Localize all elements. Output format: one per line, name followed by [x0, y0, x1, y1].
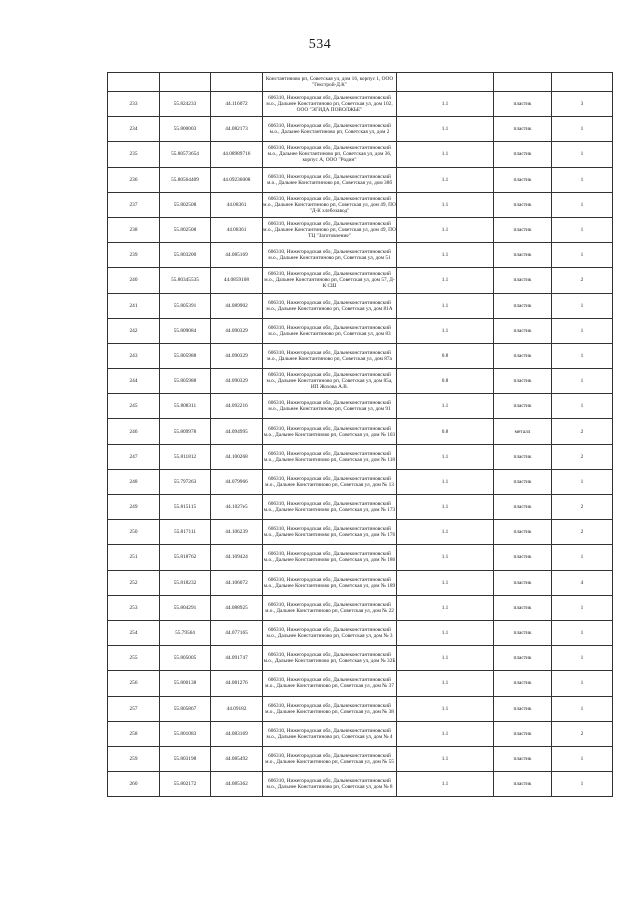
cell-volume: 1.1	[397, 646, 494, 671]
cell-latitude: 55.800003	[160, 117, 211, 142]
cell-volume: 1.1	[397, 620, 494, 645]
table-row	[108, 192, 613, 217]
cell-longitude: 44.08361	[211, 192, 263, 217]
cell-latitude: 55.805988	[160, 369, 211, 394]
cell-volume: 0.8	[397, 343, 494, 368]
cell-address: 606310, Нижегородская обл, Дальнеконстантиновский м.о., Дальнее Константиново рп, Советская ул, дом 102, ООО "ЭГИДА ПОВОЛЖЬЕ"	[263, 92, 397, 117]
cell-count: 1	[552, 293, 613, 318]
cell-latitude: 55.800138	[160, 671, 211, 696]
cell-number: 244	[108, 369, 160, 394]
table-row	[108, 696, 613, 721]
table-row	[108, 721, 613, 746]
cell-volume: 1.1	[397, 595, 494, 620]
cell-volume: 1.1	[397, 469, 494, 494]
cell-latitude: 55.817111	[160, 520, 211, 545]
cell-volume: 1.1	[397, 142, 494, 167]
table-row	[108, 646, 613, 671]
cell-count: 1	[552, 394, 613, 419]
cell-number	[108, 73, 160, 92]
cell-material	[494, 73, 552, 92]
cell-volume: 1.1	[397, 92, 494, 117]
cell-volume: 1.1	[397, 167, 494, 192]
table-row	[108, 217, 613, 242]
cell-latitude: 55.809978	[160, 419, 211, 444]
cell-volume: 1.1	[397, 671, 494, 696]
cell-longitude: 44.085362	[211, 772, 263, 797]
cell-address: 606310, Нижегородская обл, Дальнеконстантиновский м.о., Дальнее Константиново рп, Советская ул, дом № 189	[263, 570, 397, 595]
cell-count: 1	[552, 646, 613, 671]
cell-number: 235	[108, 142, 160, 167]
cell-volume: 1.1	[397, 293, 494, 318]
cell-material: пластик	[494, 343, 552, 368]
cell-count	[552, 73, 613, 92]
cell-longitude: 44.08361	[211, 217, 263, 242]
cell-volume: 1.1	[397, 721, 494, 746]
cell-material: пластик	[494, 746, 552, 771]
cell-volume: 0.8	[397, 369, 494, 394]
table-row	[108, 394, 613, 419]
cell-longitude: 44.090329	[211, 369, 263, 394]
cell-number: 243	[108, 343, 160, 368]
cell-latitude: 55.808311	[160, 394, 211, 419]
cell-longitude: 44.088925	[211, 595, 263, 620]
cell-latitude: 55.805867	[160, 696, 211, 721]
cell-count: 1	[552, 192, 613, 217]
cell-longitude: 44.085492	[211, 746, 263, 771]
cell-material: пластик	[494, 469, 552, 494]
cell-address: Константиново рп, Советская ул, дом 16, корпус 1, ООО "Гекстрой-Д.К"	[263, 73, 397, 92]
cell-material: пластик	[494, 318, 552, 343]
cell-material: пластик	[494, 570, 552, 595]
cell-count: 1	[552, 142, 613, 167]
cell-address: 606310, Нижегородская обл, Дальнеконстантиновский м.о., Дальнее Константиново рп, Советская ул, дом 49, ПО ТЦ "Заготовление"	[263, 217, 397, 242]
cell-address: 606310, Нижегородская обл, Дальнеконстантиновский м.о., Дальнее Константиново рп, Советская ул, дом № 37	[263, 671, 397, 696]
cell-latitude: 55.805988	[160, 343, 211, 368]
cell-count: 1	[552, 620, 613, 645]
cell-longitude: 44.109424	[211, 545, 263, 570]
cell-longitude: 44.083169	[211, 721, 263, 746]
cell-number: 252	[108, 570, 160, 595]
cell-number: 236	[108, 167, 160, 192]
cell-address: 606310, Нижегородская обл, Дальнеконстантиновский м.о., Дальнее Константиново рп, Советская ул, дом № 13	[263, 469, 397, 494]
cell-latitude: 55.804291	[160, 595, 211, 620]
cell-count: 1	[552, 243, 613, 268]
cell-count: 3	[552, 92, 613, 117]
cell-address: 606310, Нижегородская обл, Дальнеконстантиновский м.о., Дальнее Константиново рп, Советская ул, дом № 103	[263, 419, 397, 444]
cell-address: 606310, Нижегородская обл, Дальнеконстантиновский м.о., Дальнее Константиново рп, Советская ул, дом 57, Д-К СШ	[263, 268, 397, 293]
cell-number: 238	[108, 217, 160, 242]
cell-material: пластик	[494, 721, 552, 746]
cell-latitude: 55.802172	[160, 772, 211, 797]
cell-latitude: 55.802508	[160, 217, 211, 242]
cell-count: 1	[552, 696, 613, 721]
cell-longitude: 44.116072	[211, 92, 263, 117]
cell-number: 254	[108, 620, 160, 645]
cell-longitude: 44.09236008	[211, 167, 263, 192]
cell-longitude: 44.089902	[211, 293, 263, 318]
cell-count: 1	[552, 318, 613, 343]
cell-count: 1	[552, 671, 613, 696]
cell-material: пластик	[494, 646, 552, 671]
cell-latitude	[160, 73, 211, 92]
cell-number: 233	[108, 92, 160, 117]
cell-number: 240	[108, 268, 160, 293]
cell-latitude: 55.803200	[160, 243, 211, 268]
cell-latitude: 55.801083	[160, 721, 211, 746]
cell-longitude	[211, 73, 263, 92]
table-row	[108, 772, 613, 797]
cell-volume: 1.1	[397, 696, 494, 721]
cell-longitude: 44.106239	[211, 520, 263, 545]
cell-number: 246	[108, 419, 160, 444]
cell-longitude: 44.106072	[211, 570, 263, 595]
container-site-table	[107, 72, 613, 797]
cell-volume: 1.1	[397, 545, 494, 570]
cell-address: 606310, Нижегородская обл, Дальнеконстантиновский м.о., Дальнее Константиново рп, Советская ул, дом № 173	[263, 495, 397, 520]
cell-number: 251	[108, 545, 160, 570]
cell-count: 2	[552, 268, 613, 293]
cell-material: пластик	[494, 369, 552, 394]
table-row	[108, 620, 613, 645]
cell-volume: 1.1	[397, 444, 494, 469]
cell-latitude: 55.803198	[160, 746, 211, 771]
cell-latitude: 55.811812	[160, 444, 211, 469]
cell-material: пластик	[494, 545, 552, 570]
cell-count: 2	[552, 520, 613, 545]
cell-number: 256	[108, 671, 160, 696]
cell-material: пластик	[494, 293, 552, 318]
cell-address: 606310, Нижегородская обл, Дальнеконстантиновский м.о., Дальнее Константиново рп, Советская ул, дом 49, ПО "Д-К хлебозавод"	[263, 192, 397, 217]
cell-latitude: 55.818232	[160, 570, 211, 595]
page-number: 534	[308, 37, 332, 52]
cell-count: 2	[552, 419, 613, 444]
cell-material: пластик	[494, 495, 552, 520]
cell-material: пластик	[494, 268, 552, 293]
cell-count: 1	[552, 117, 613, 142]
cell-address: 606310, Нижегородская обл, Дальнеконстантиновский м.о., Дальнее Константиново рп, Советская ул, дом № 176	[263, 520, 397, 545]
cell-number: 249	[108, 495, 160, 520]
cell-address: 606310, Нижегородская обл, Дальнеконстантиновский м.о., Дальнее Константиново рп, Советская ул, дом 2	[263, 117, 397, 142]
cell-address: 606310, Нижегородская обл, Дальнеконстантиновский м.о., Дальнее Константиново рп, Советская ул, дом 38б	[263, 167, 397, 192]
cell-number: 237	[108, 192, 160, 217]
table-row	[108, 444, 613, 469]
cell-material: пластик	[494, 167, 552, 192]
cell-count: 2	[552, 444, 613, 469]
cell-number: 234	[108, 117, 160, 142]
cell-longitude: 44.094995	[211, 419, 263, 444]
cell-volume: 1.1	[397, 318, 494, 343]
table-row	[108, 545, 613, 570]
cell-count: 1	[552, 469, 613, 494]
table-row	[108, 520, 613, 545]
cell-material: пластик	[494, 696, 552, 721]
cell-latitude: 55.79564	[160, 620, 211, 645]
table-row	[108, 117, 613, 142]
cell-number: 245	[108, 394, 160, 419]
table-row	[108, 167, 613, 192]
cell-volume: 1.1	[397, 268, 494, 293]
cell-longitude: 44.090329	[211, 318, 263, 343]
table-row	[108, 268, 613, 293]
cell-number: 239	[108, 243, 160, 268]
cell-material: пластик	[494, 520, 552, 545]
cell-material: пластик	[494, 117, 552, 142]
table-row	[108, 746, 613, 771]
table-row	[108, 469, 613, 494]
cell-volume: 0.8	[397, 419, 494, 444]
cell-number: 248	[108, 469, 160, 494]
cell-address: 606310, Нижегородская обл, Дальнеконстантиновский м.о., Дальнее Константиново рп, Советская ул, дом № 118	[263, 444, 397, 469]
table-row	[108, 92, 613, 117]
cell-longitude: 44.085169	[211, 243, 263, 268]
table-row	[108, 595, 613, 620]
cell-number: 241	[108, 293, 160, 318]
cell-number: 253	[108, 595, 160, 620]
table-row	[108, 671, 613, 696]
cell-material: пластик	[494, 444, 552, 469]
cell-volume: 1.1	[397, 495, 494, 520]
cell-number: 242	[108, 318, 160, 343]
cell-number: 259	[108, 746, 160, 771]
cell-volume: 1.1	[397, 520, 494, 545]
cell-material: пластик	[494, 772, 552, 797]
cell-address: 606310, Нижегородская обл, Дальнеконстантиновский м.о., Дальнее Константиново рп, Советская ул, дом 87а	[263, 343, 397, 368]
cell-volume: 1.1	[397, 570, 494, 595]
table-body	[108, 73, 613, 797]
cell-count: 1	[552, 772, 613, 797]
cell-count: 1	[552, 369, 613, 394]
cell-longitude: 44.081276	[211, 671, 263, 696]
cell-material: пластик	[494, 620, 552, 645]
cell-address: 606310, Нижегородская обл, Дальнеконстантиновский м.о., Дальнее Константиново рп, Советская ул, дом № 32Б	[263, 646, 397, 671]
cell-address: 606310, Нижегородская обл, Дальнеконстантиновский м.о., Дальнее Константиново рп, Советская ул, дом 36, корпус А, ООО "Родин"	[263, 142, 397, 167]
cell-count: 1	[552, 217, 613, 242]
cell-longitude: 44.079966	[211, 469, 263, 494]
cell-number: 257	[108, 696, 160, 721]
cell-number: 255	[108, 646, 160, 671]
cell-count: 2	[552, 495, 613, 520]
cell-count: 1	[552, 746, 613, 771]
cell-latitude: 55.809084	[160, 318, 211, 343]
cell-longitude: 44.090329	[211, 343, 263, 368]
cell-volume: 1.1	[397, 117, 494, 142]
cell-address: 606310, Нижегородская обл, Дальнеконстантиновский м.о., Дальнее Константиново рп, Советская ул, дом № 186	[263, 545, 397, 570]
cell-longitude: 44.077165	[211, 620, 263, 645]
table-row	[108, 419, 613, 444]
cell-material: пластик	[494, 671, 552, 696]
cell-latitude: 55.80345535	[160, 268, 211, 293]
cell-latitude: 55.818762	[160, 545, 211, 570]
cell-volume: 1.1	[397, 243, 494, 268]
cell-address: 606310, Нижегородская обл, Дальнеконстантиновский м.о., Дальнее Константиново рп, Советская ул, дом № 55	[263, 746, 397, 771]
cell-material: пластик	[494, 92, 552, 117]
cell-longitude: 44.092216	[211, 394, 263, 419]
table-row	[108, 243, 613, 268]
cell-address: 606310, Нижегородская обл, Дальнеконстантиновский м.о., Дальнее Константиново рп, Советская ул, дом № 38	[263, 696, 397, 721]
cell-latitude: 55.797263	[160, 469, 211, 494]
cell-material: пластик	[494, 394, 552, 419]
cell-volume: 1.1	[397, 772, 494, 797]
cell-latitude: 55.805005	[160, 646, 211, 671]
cell-longitude: 44.0859108	[211, 268, 263, 293]
cell-number: 250	[108, 520, 160, 545]
table-row	[108, 293, 613, 318]
cell-number: 247	[108, 444, 160, 469]
cell-material: пластик	[494, 243, 552, 268]
cell-volume: 1.1	[397, 192, 494, 217]
table-row	[108, 495, 613, 520]
cell-address: 606310, Нижегородская обл, Дальнеконстантиновский м.о., Дальнее Константиново рп, Советская ул, дом 51	[263, 243, 397, 268]
cell-material: пластик	[494, 595, 552, 620]
cell-latitude: 55.824233	[160, 92, 211, 117]
table-row	[108, 318, 613, 343]
cell-longitude: 44.082173	[211, 117, 263, 142]
cell-count: 1	[552, 595, 613, 620]
cell-address: 606310, Нижегородская обл, Дальнеконстантиновский м.о., Дальнее Константиново рп, Советская ул, дом 83	[263, 318, 397, 343]
cell-volume: 1.1	[397, 217, 494, 242]
cell-longitude: 44.09182	[211, 696, 263, 721]
cell-count: 2	[552, 721, 613, 746]
cell-address: 606310, Нижегородская обл, Дальнеконстантиновский м.о., Дальнее Константиново рп, Советская ул, дом № 4	[263, 721, 397, 746]
cell-address: 606310, Нижегородская обл, Дальнеконстантиновский м.о., Дальнее Константиново рп, Советская ул, дом 91	[263, 394, 397, 419]
cell-material: пластик	[494, 217, 552, 242]
cell-count: 1	[552, 343, 613, 368]
cell-address: 606310, Нижегородская обл, Дальнеконстантиновский м.о., Дальнее Константиново рп, Советская ул, дом 81А	[263, 293, 397, 318]
cell-longitude: 44.100268	[211, 444, 263, 469]
cell-count: 1	[552, 167, 613, 192]
cell-longitude: 44.08989716	[211, 142, 263, 167]
cell-volume: 1.1	[397, 394, 494, 419]
cell-latitude: 55.80564409	[160, 167, 211, 192]
table-row	[108, 369, 613, 394]
cell-latitude: 55.802508	[160, 192, 211, 217]
cell-address: 606310, Нижегородская обл, Дальнеконстантиновский м.о., Дальнее Константиново рп, Советская ул, дом № 3	[263, 620, 397, 645]
cell-number: 260	[108, 772, 160, 797]
table-row	[108, 343, 613, 368]
cell-volume: 1.1	[397, 746, 494, 771]
table-row	[108, 570, 613, 595]
cell-longitude: 44.091747	[211, 646, 263, 671]
cell-latitude: 55.80573654	[160, 142, 211, 167]
cell-latitude: 55.805391	[160, 293, 211, 318]
cell-address: 606310, Нижегородская обл, Дальнеконстантиновский м.о., Дальнее Константиново рп, Советская ул, дом 85а, ИП Жохова А.В.	[263, 369, 397, 394]
cell-latitude: 55.815115	[160, 495, 211, 520]
cell-address: 606310, Нижегородская обл, Дальнеконстантиновский м.о., Дальнее Константиново рп, Советская ул, дом № 22	[263, 595, 397, 620]
cell-count: 1	[552, 545, 613, 570]
cell-material: пластик	[494, 192, 552, 217]
cell-material: металл	[494, 419, 552, 444]
cell-material: пластик	[494, 142, 552, 167]
cell-address: 606310, Нижегородская обл, Дальнеконстантиновский м.о., Дальнее Константиново рп, Советская ул, дом № 8	[263, 772, 397, 797]
table-row-continuation	[108, 73, 613, 92]
table-row	[108, 142, 613, 167]
cell-longitude: 44.1027e5	[211, 495, 263, 520]
cell-count: 4	[552, 570, 613, 595]
cell-volume	[397, 73, 494, 92]
cell-number: 258	[108, 721, 160, 746]
